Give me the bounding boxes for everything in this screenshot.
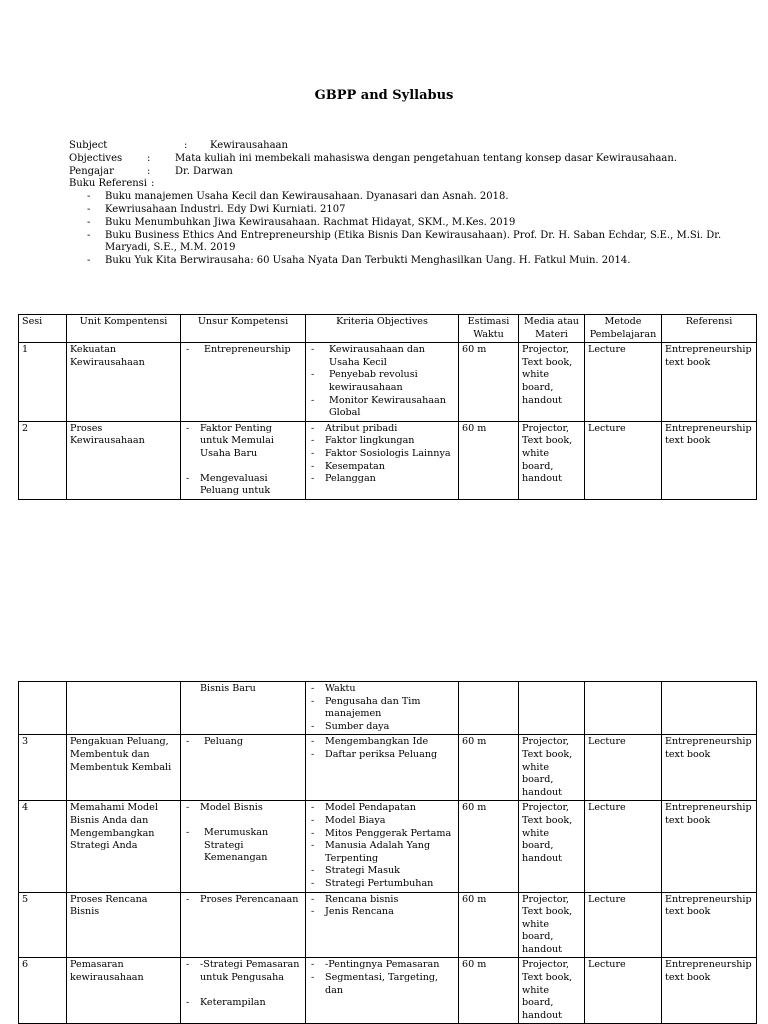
list-item: - Pelanggan: [309, 473, 455, 486]
unsur-cell: [181, 892, 306, 958]
unit-cell: Memahami Model Bisnis Anda dan Mengembangkan Strategi Anda: [67, 801, 181, 892]
media-cell: Projector, Text book, white board, handout: [519, 343, 585, 422]
syllabus-table-part-2: [18, 681, 757, 1024]
list-item: - Kewirausahaan dan Usaha Kecil: [309, 344, 455, 369]
list-item: - Penyebab revolusi kewirausahaan: [309, 369, 455, 394]
waktu-cell: 60 m: [459, 892, 519, 958]
referensi-cell: [662, 682, 757, 735]
header-sesi: Sesi: [19, 315, 67, 343]
list-item: - Peluang: [184, 736, 302, 749]
sesi-cell: 2: [19, 421, 67, 499]
list-item: - Model Biaya: [309, 815, 455, 828]
media-cell: Projector, Text book, white board, handout: [519, 801, 585, 892]
unit-cell: Proses Kewirausahaan: [67, 421, 181, 499]
objectives-separator: :: [147, 152, 151, 164]
sesi-cell: 3: [19, 735, 67, 801]
unsur-text: Bisnis Baru: [200, 683, 256, 694]
pengajar-label: Pengajar: [69, 165, 114, 177]
media-cell: Projector, Text book, white board, handout: [519, 958, 585, 1024]
reference-item: - Kewriusahaan Industri. Edy Dwi Kurniati. 2107: [69, 204, 729, 217]
list-item: - Mengembangkan Ide: [309, 736, 455, 749]
kriteria-cell: [306, 892, 459, 958]
list-item: - Strategi Masuk: [309, 865, 455, 878]
table-row: [19, 421, 757, 499]
list-item: - Merumuskan Strategi Kemenangan: [184, 827, 302, 865]
referensi-cell: Entrepreneurship text book: [662, 735, 757, 801]
list-item: - Faktor lingkungan: [309, 435, 455, 448]
unsur-cell: [181, 801, 306, 892]
list-item: - Kesempatan: [309, 461, 455, 474]
subject-row: [69, 140, 729, 153]
pengajar-row: [69, 166, 729, 179]
header-media: Media atau Materi: [519, 315, 585, 343]
reference-list: [69, 191, 729, 268]
list-item: - Segmentasi, Targeting, dan: [309, 972, 455, 997]
reference-item: - Buku manajemen Usaha Kecil dan Kewirausahaan. Dyanasari dan Asnah. 2018.: [69, 191, 729, 204]
kriteria-cell: [306, 682, 459, 735]
list-item: - Model Pendapatan: [309, 802, 455, 815]
referensi-cell: Entrepreneurship text book: [662, 421, 757, 499]
unsur-cell: [181, 958, 306, 1024]
metode-cell: Lecture: [585, 735, 662, 801]
list-item: - Proses Perencanaan: [184, 894, 302, 907]
waktu-cell: 60 m: [459, 421, 519, 499]
media-cell: [519, 682, 585, 735]
kriteria-cell: [306, 343, 459, 422]
kriteria-cell: [306, 958, 459, 1024]
list-item: - Atribut pribadi: [309, 423, 455, 436]
buku-referensi-row: [69, 178, 729, 191]
list-item: - Model Bisnis: [184, 802, 302, 815]
table-header-row: [19, 315, 757, 343]
list-item: - Pengusaha dan Tim manajemen: [309, 696, 455, 721]
metode-cell: Lecture: [585, 958, 662, 1024]
metode-cell: Lecture: [585, 892, 662, 958]
subject-value: Kewirausahaan: [210, 140, 288, 151]
reference-item: - Buku Business Ethics And Entrepreneurship (Etika Bisnis Dan Kewirausahaan). Prof. Dr. H. Saban Echdar, S.E., M.Si. Dr. Maryadi, S.E., M.M. 2019: [69, 230, 729, 256]
sesi-cell: [19, 682, 67, 735]
pengajar-value: Dr. Darwan: [175, 165, 233, 177]
waktu-cell: 60 m: [459, 958, 519, 1024]
list-item: - Jenis Rencana: [309, 906, 455, 919]
list-item: - Entrepreneurship: [184, 344, 302, 357]
media-cell: Projector, Text book, white board, handout: [519, 735, 585, 801]
list-item: - Keterampilan: [184, 997, 302, 1010]
course-meta: [69, 140, 729, 268]
header-metode: Metode Pembelajaran: [585, 315, 662, 343]
sesi-cell: 4: [19, 801, 67, 892]
referensi-cell: Entrepreneurship text book: [662, 892, 757, 958]
metode-cell: Lecture: [585, 343, 662, 422]
sesi-cell: 6: [19, 958, 67, 1024]
list-item: - Strategi Pertumbuhan: [309, 878, 455, 891]
reference-item: - Buku Menumbuhkan Jiwa Kewirausahaan. Rachmat Hidayat, SKM., M.Kes. 2019: [69, 217, 729, 230]
table-row: [19, 735, 757, 801]
header-kriteria: Kriteria Objectives: [306, 315, 459, 343]
metode-cell: Lecture: [585, 801, 662, 892]
list-item: - Faktor Penting untuk Memulai Usaha Baru: [184, 423, 302, 461]
list-item: - Waktu: [309, 683, 455, 696]
sesi-cell: 5: [19, 892, 67, 958]
unsur-cell: [181, 343, 306, 422]
kriteria-cell: [306, 801, 459, 892]
list-item: - Manusia Adalah Yang Terpenting: [309, 840, 455, 865]
unsur-cell: [181, 682, 306, 735]
media-cell: Projector, Text book, white board, handout: [519, 421, 585, 499]
table-row-continued: [19, 682, 757, 735]
table-row: [19, 343, 757, 422]
kriteria-cell: [306, 735, 459, 801]
objectives-row: [69, 153, 729, 166]
buku-referensi-label: Buku Referensi: [69, 178, 148, 190]
list-item: - Sumber daya: [309, 721, 455, 734]
list-item: - -Strategi Pemasaran untuk Pengusaha: [184, 959, 302, 984]
objectives-label: Objectives: [69, 152, 123, 164]
list-item: - Faktor Sosiologis Lainnya: [309, 448, 455, 461]
subject-separator: :: [184, 140, 188, 151]
unsur-cell: [181, 421, 306, 499]
list-item: - Monitor Kewirausahaan Global: [309, 395, 455, 420]
table-row: [19, 958, 757, 1024]
waktu-cell: 60 m: [459, 343, 519, 422]
referensi-cell: Entrepreneurship text book: [662, 801, 757, 892]
kriteria-cell: [306, 421, 459, 499]
header-waktu: Estimasi Waktu: [459, 315, 519, 343]
media-cell: Projector, Text book, white board, handout: [519, 892, 585, 958]
reference-item: - Buku Yuk Kita Berwirausaha: 60 Usaha Nyata Dan Terbukti Menghasilkan Uang. H. Fatkul Muin. 2014.: [69, 255, 729, 268]
buku-referensi-separator: :: [151, 178, 155, 190]
list-item: - Daftar periksa Peluang: [309, 749, 455, 762]
metode-cell: Lecture: [585, 421, 662, 499]
unit-cell: [67, 682, 181, 735]
pengajar-separator: :: [147, 165, 151, 177]
header-unsur: Unsur Kompetensi: [181, 315, 306, 343]
unit-cell: Kekuatan Kewirausahaan: [67, 343, 181, 422]
waktu-cell: [459, 682, 519, 735]
header-referensi: Referensi: [662, 315, 757, 343]
syllabus-table-part-1: [18, 314, 757, 500]
page-title: GBPP and Syllabus: [314, 88, 454, 103]
referensi-cell: Entrepreneurship text book: [662, 958, 757, 1024]
list-item: - Mitos Penggerak Pertama: [309, 828, 455, 841]
list-item: - Rencana bisnis: [309, 894, 455, 907]
waktu-cell: 60 m: [459, 801, 519, 892]
unit-cell: Pemasaran kewirausahaan: [67, 958, 181, 1024]
list-item: - Mengevaluasi Peluang untuk: [184, 473, 302, 498]
waktu-cell: 60 m: [459, 735, 519, 801]
objectives-value: Mata kuliah ini membekali mahasiswa dengan pengetahuan tentang konsep dasar Kewirausahaan.: [175, 152, 678, 164]
table-row: [19, 801, 757, 892]
list-item: - -Pentingnya Pemasaran: [309, 959, 455, 972]
unit-cell: Proses Rencana Bisnis: [67, 892, 181, 958]
sesi-cell: 1: [19, 343, 67, 422]
table-row: [19, 892, 757, 958]
referensi-cell: Entrepreneurship text book: [662, 343, 757, 422]
unit-cell: Pengakuan Peluang, Membentuk dan Membentuk Kembali: [67, 735, 181, 801]
metode-cell: [585, 682, 662, 735]
header-unit: Unit Kompentensi: [67, 315, 181, 343]
unsur-cell: [181, 735, 306, 801]
subject-label: Subject: [69, 140, 108, 151]
